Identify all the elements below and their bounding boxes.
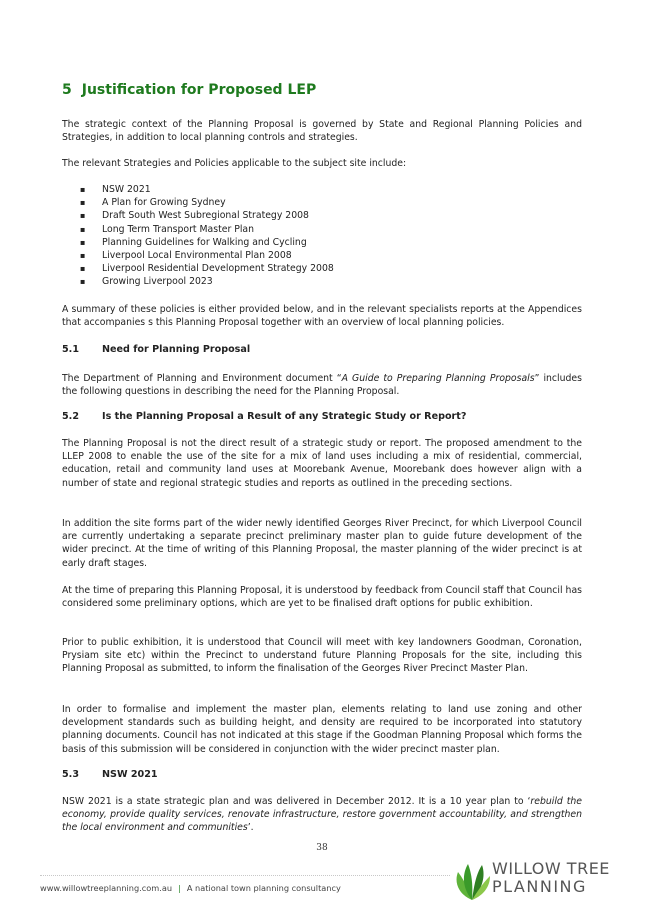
list-item: ▪ Growing Liverpool 2023 — [80, 275, 334, 288]
s52-paragraph-5: In order to formalise and implement the master plan, elements relating to land use zoning and other development standards such as building height, and density are required to be incorporated into statutory planning documents. Council has not indicated at this stage if the Goodman Planning Proposal which forms the basis of this submission will be considered in conjunction with the wider precinct master plan. — [62, 704, 582, 755]
intro-paragraph-1: The strategic context of the Planning Proposal is governed by State and Regional Planning Policies and Strategies, in addition to local planning controls and strategies. — [62, 119, 582, 144]
s52-paragraph-1: The Planning Proposal is not the direct result of a strategic study or report. The proposed amendment to the LLEP 2008 to enable the use of the site for a mix of land uses including a mix of residential, commercial, education, retail and community land uses at Moorebank Avenue, Moorebank does however align with a number of state and regional strategic studies and reports as outlined in the preceding sections. — [62, 438, 582, 489]
strategies-list — [80, 183, 334, 289]
list-item: ▪ Planning Guidelines for Walking and Cycling — [80, 236, 334, 249]
document-title: A Guide to Preparing Planning Proposals — [341, 373, 535, 384]
section-heading — [62, 82, 316, 98]
company-logo — [452, 858, 632, 904]
subsection-heading-5-1: 5.1 Need for Planning Proposal — [62, 344, 251, 355]
intro-paragraph-2: The relevant Strategies and Policies applicable to the subject site include: — [62, 158, 407, 169]
s52-paragraph-3: At the time of preparing this Planning Proposal, it is understood by feedback from Council staff that Council has considered some preliminary options, which are yet to be finalised draft options for public exhibition. — [62, 585, 582, 610]
tree-icon — [452, 860, 492, 902]
subsection-heading-5-3: 5.3 NSW 2021 — [62, 769, 158, 780]
section-title: Justification for Proposed LEP — [81, 82, 317, 98]
section-number: 5 — [62, 82, 72, 98]
s51-paragraph: The Department of Planning and Environment document “A Guide to Preparing Planning Proposals” includes the following questions in describing the need for the Planning Proposal. — [62, 373, 582, 398]
list-item: ▪ Liverpool Residential Development Strategy 2008 — [80, 262, 334, 275]
subsection-heading-5-2: 5.2 Is the Planning Proposal a Result of any Strategic Study or Report? — [62, 411, 467, 422]
footer — [40, 883, 341, 893]
list-item: ▪ A Plan for Growing Sydney — [80, 196, 334, 209]
logo-wordmark — [492, 860, 610, 896]
list-item: ▪ Draft South West Subregional Strategy 2008 — [80, 209, 334, 222]
footer-separator: | — [178, 883, 181, 893]
footer-website[interactable]: www.willowtreeplanning.com.au — [40, 883, 173, 893]
list-item: ▪ Liverpool Local Environmental Plan 2008 — [80, 249, 334, 262]
quoted-text: rebuild the economy, provide quality services, renovate infrastructure, restore government accountability, and strengthen the local environment and communities — [62, 796, 583, 834]
s52-paragraph-2: In addition the site forms part of the wider newly identified Georges River Precinct, for which Liverpool Council are currently undertaking a separate precinct preliminary master plan to guide future development of the wider precinct. At the time of writing of this Planning Proposal, the master planning of the wider precinct is at early draft stages. — [62, 518, 582, 569]
logo-line-1: WILLOW TREE — [492, 859, 610, 878]
logo-line-2: PLANNING — [492, 877, 587, 896]
intro-paragraph-3: A summary of these policies is either provided below, and in the relevant specialists reports at the Appendices that accompanies s this Planning Proposal together with an overview of local planning policies. — [62, 304, 582, 329]
list-item: ▪ Long Term Transport Master Plan — [80, 223, 334, 236]
page-number: 38 — [316, 843, 328, 853]
s53-paragraph: NSW 2021 is a state strategic plan and was delivered in December 2012. It is a 10 year plan to ‘rebuild the economy, provide quality services, renovate infrastructure, restore government accountability, and strengthen the local environment and communities’. — [62, 796, 583, 834]
footer-divider — [40, 875, 450, 876]
s52-paragraph-4: Prior to public exhibition, it is understood that Council will meet with key landowners Goodman, Coronation, Prysiam site etc) within the Precinct to understand future Planning Proposals for the site, including this Planning Proposal as submitted, to inform the finalisation of the Georges River Precinct Master Plan. — [62, 637, 582, 675]
list-item: ▪ NSW 2021 — [80, 183, 334, 196]
footer-tagline: A national town planning consultancy — [186, 883, 341, 893]
